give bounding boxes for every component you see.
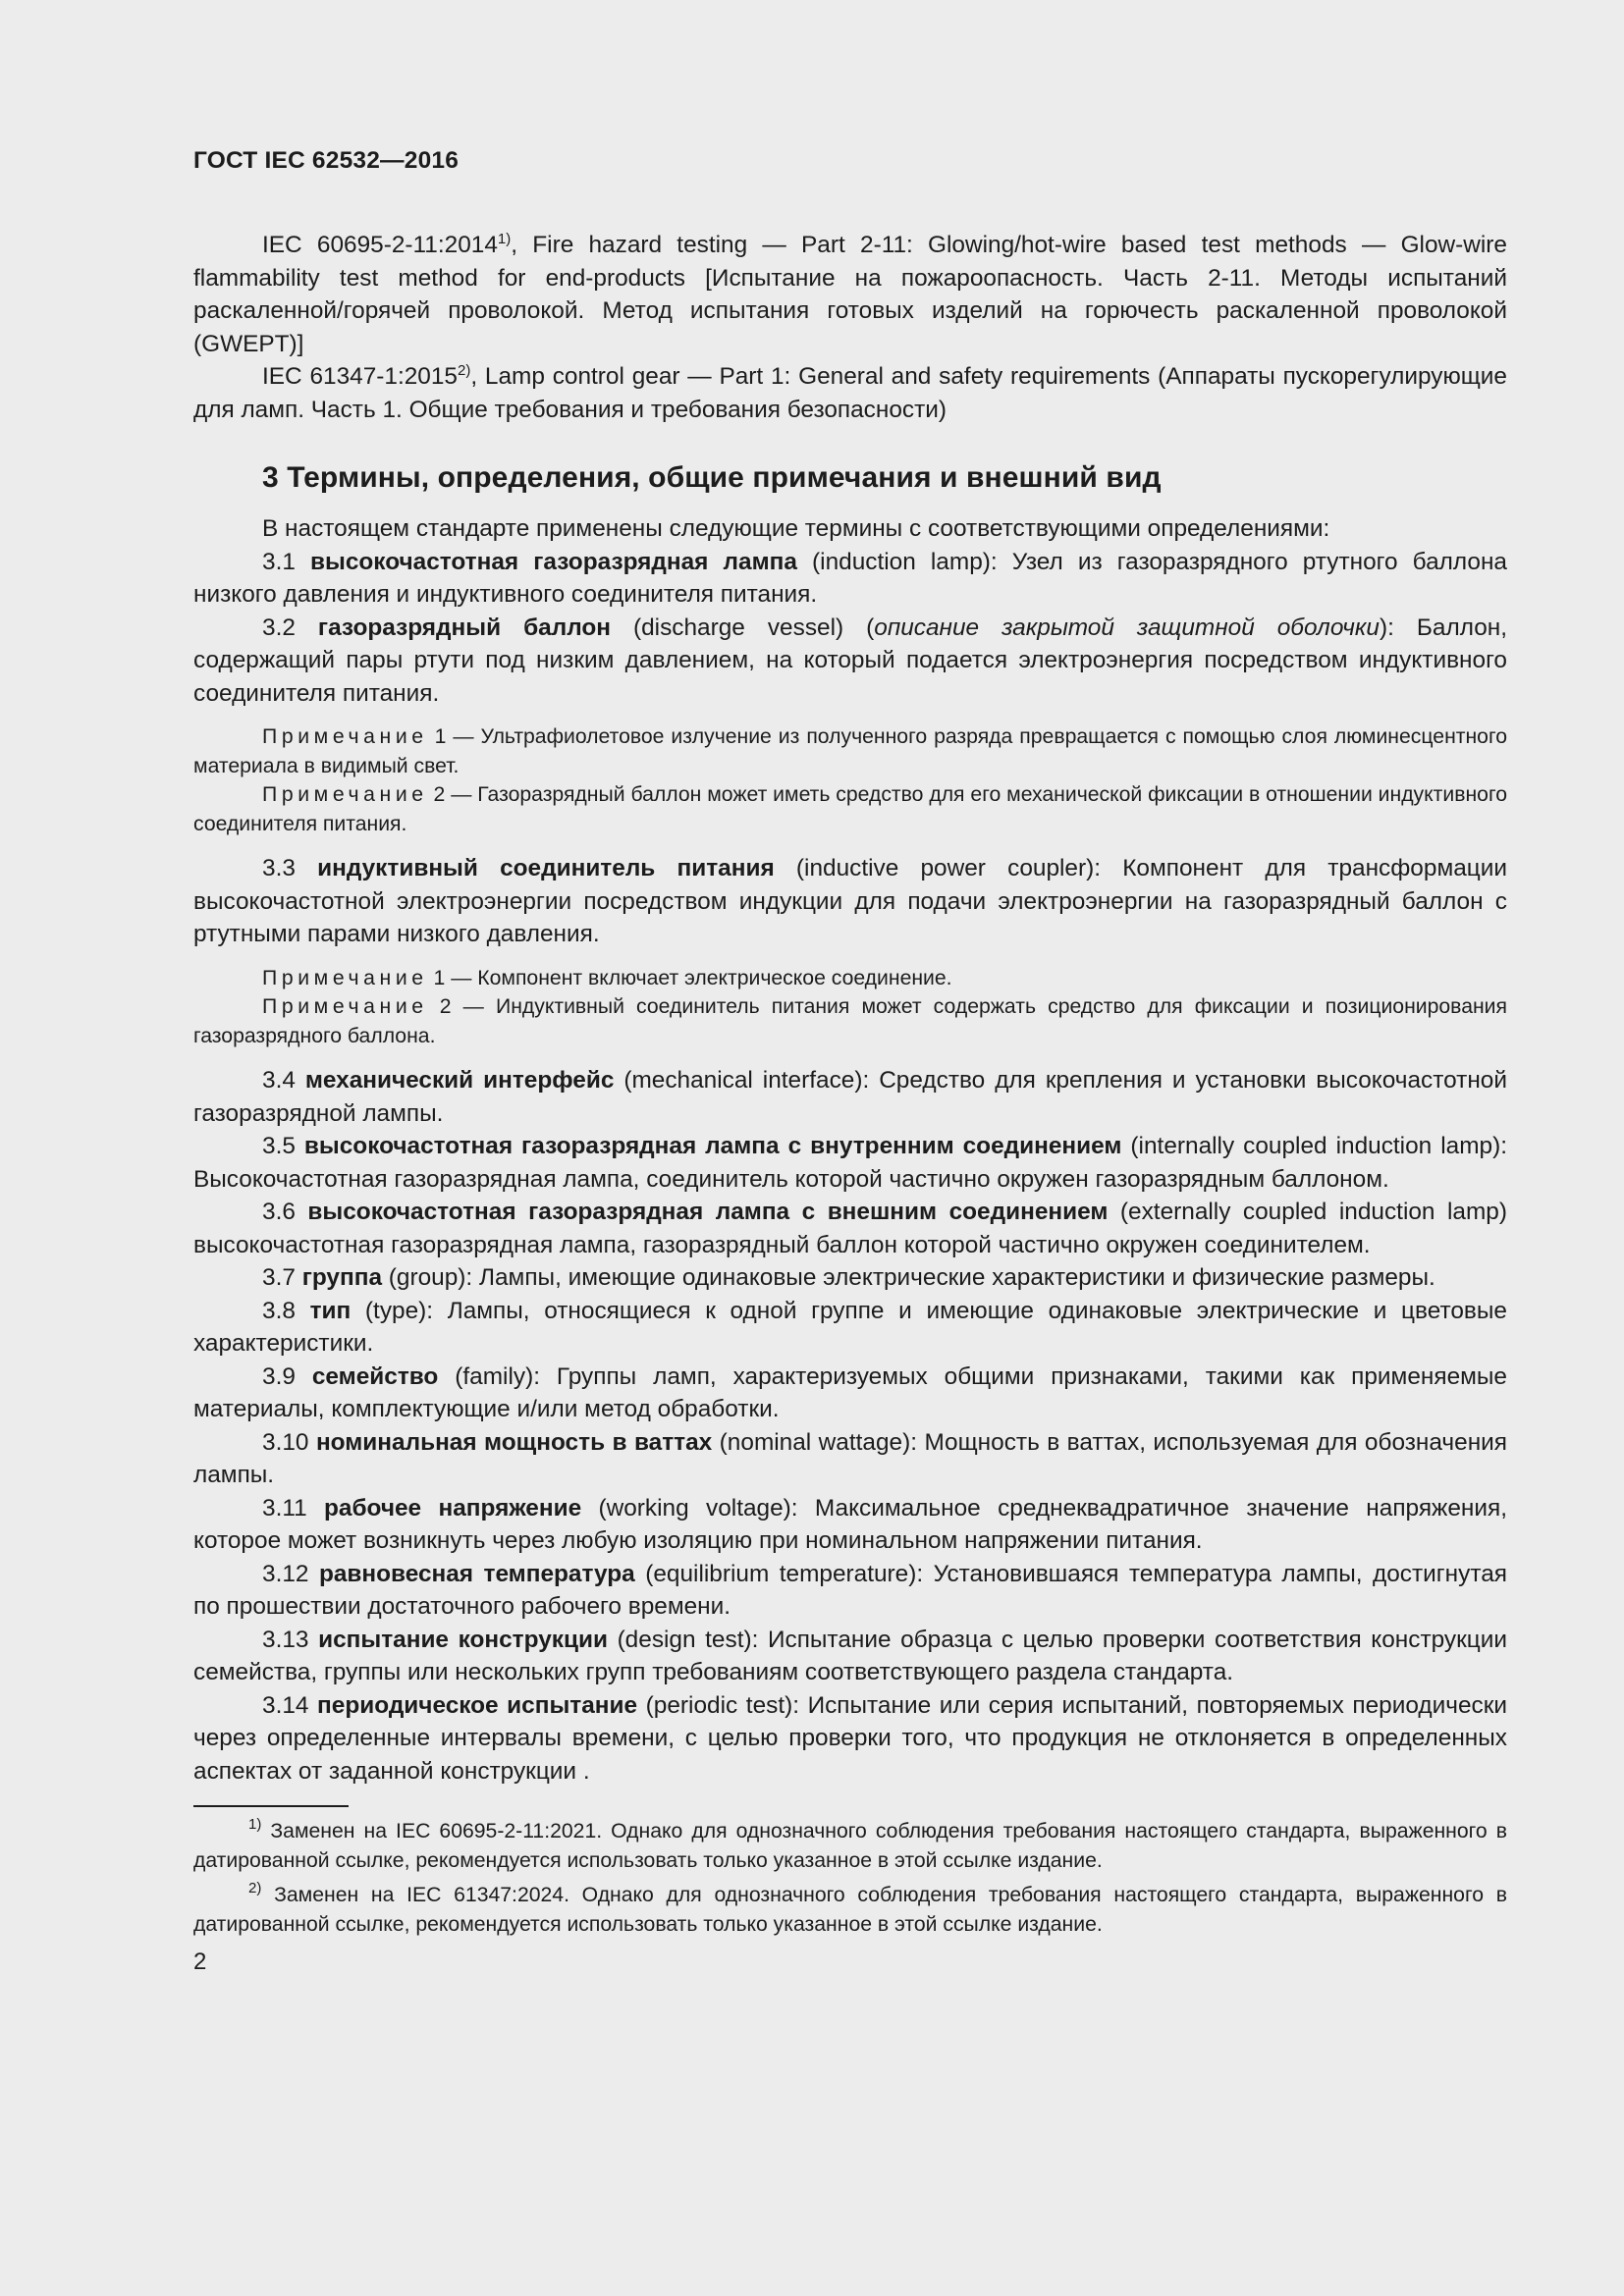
term-name: индуктивный соединитель питания xyxy=(317,855,775,881)
footnote-mark[interactable]: 1) xyxy=(497,231,512,247)
term-name: номинальная мощность в ваттах xyxy=(315,1428,713,1456)
term-definition xyxy=(193,1196,1507,1261)
note-text: 1 — Ультрафиолетовое излучение из полученного разряда превращается с помощью слоя люминесцентного материала в видимый свет. xyxy=(193,725,1507,777)
term-number: 3.10 xyxy=(262,1428,316,1456)
term-number: 3.2 xyxy=(262,614,318,641)
term-name: семейство xyxy=(311,1362,439,1390)
term-name: газоразрядный баллон xyxy=(317,614,611,641)
note-label: Примечание xyxy=(262,783,428,806)
note-text: 2 — Индуктивный соединитель питания может содержать средство для фиксации и позиционирования газоразрядного баллона. xyxy=(193,995,1507,1047)
document-header: ГОСТ IEC 62532—2016 xyxy=(193,147,460,174)
footnote xyxy=(193,1817,1507,1875)
term-number: 3.13 xyxy=(262,1626,319,1653)
term-definition xyxy=(193,1064,1507,1130)
term-text: (inductive power coupler): Компонент для трансформации высокочастотной электроэнергии посредством индукции для подачи электроэнергии на газоразрядный баллон с ртутными парами низкого давления. xyxy=(193,855,1507,947)
term-number: 3.5 xyxy=(262,1133,304,1159)
footnote-mark: 2) xyxy=(248,1880,262,1896)
note-text: 2 — Газоразрядный баллон может иметь средство для его механической фиксации в отношении индуктивного соединителя питания. xyxy=(193,783,1507,835)
term-definition xyxy=(193,612,1507,711)
reference-text: , Fire hazard testing — Part 2-11: Glowing/hot-wire based test methods — Glow-wire flammability test method for end-products [Испытание на пожароопасность. Часть 2-11. Методы испытаний раскаленной/горячей проволокой. Метод испытания готовых изделий на горючесть раскаленной проволокой (GWEPT)] xyxy=(193,232,1507,357)
term-definition xyxy=(193,1361,1507,1426)
term-text: (mechanical interface): Средство для крепления и установки высокочастотной газоразрядной лампы. xyxy=(193,1067,1507,1127)
term-definition xyxy=(193,1261,1507,1295)
term-name: равновесная температура xyxy=(318,1560,635,1587)
term-definition xyxy=(193,1558,1507,1624)
term-text: (working voltage): Максимальное среднеквадратичное значение напряжения, которое может возникнуть через любую изоляцию при номинальном напряжении питания. xyxy=(193,1494,1507,1554)
term-text: (family): Группы ламп, характеризуемых общими признаками, такими как применяемые материалы, комплектующие и/или метод обработки. xyxy=(193,1362,1507,1422)
term-name: группа xyxy=(301,1264,383,1291)
term-name: высокочастотная газоразрядная лампа xyxy=(310,548,797,575)
note xyxy=(193,780,1507,838)
term-definition xyxy=(193,1624,1507,1689)
term-definition xyxy=(193,546,1507,612)
note xyxy=(193,964,1507,993)
section-title: 3 Термины, определения, общие примечания и внешний вид xyxy=(262,461,1162,494)
note xyxy=(193,722,1507,780)
term-text: (externally coupled induction lamp) высокочастотная газоразрядная лампа, газоразрядный баллон которой частично окружен соединителем. xyxy=(193,1199,1507,1258)
term-text: (design test): Испытание образца с целью проверки соответствия конструкции семейства, группы или нескольких групп требованиям соответствующего раздела стандарта. xyxy=(193,1626,1508,1685)
term-text: (group): Лампы, имеющие одинаковые электрические характеристики и физические размеры. xyxy=(382,1264,1435,1291)
notes-block xyxy=(193,964,1507,1051)
term-name: испытание конструкции xyxy=(318,1626,608,1653)
reference-code: IEC 61347-1:2015 xyxy=(262,363,458,390)
term-name: высокочастотная газоразрядная лампа с внутренним соединением xyxy=(303,1133,1122,1159)
term-text: (nominal wattage): Мощность в ваттах, используемая для обозначения лампы. xyxy=(193,1428,1508,1488)
document-page xyxy=(193,147,1507,1976)
notes-block xyxy=(193,722,1507,838)
term-number: 3.8 xyxy=(262,1297,310,1324)
footnote-mark[interactable]: 2) xyxy=(458,362,471,379)
term-number: 3.4 xyxy=(262,1067,305,1094)
note-text: 1 — Компонент включает электрическое соединение. xyxy=(427,966,952,989)
reference-item xyxy=(193,360,1507,426)
reference-code: IEC 60695-2-11:2014 xyxy=(262,232,498,258)
term-number: 3.12 xyxy=(262,1560,319,1587)
term-definition xyxy=(193,1426,1507,1492)
note xyxy=(193,992,1507,1050)
term-text: (type): Лампы, относящиеся к одной группе и имеющие одинаковые электрические и цветовые характеристики. xyxy=(193,1297,1507,1357)
footnote-text: Заменен на IEC 61347:2024. Однако для однозначного соблюдения требования настоящего стандарта, выраженного в датированной ссылке, рекомендуется использовать только указанное в этой ссылке издание. xyxy=(193,1884,1507,1936)
term-name: высокочастотная газоразрядная лампа с внешним соединением xyxy=(307,1199,1109,1225)
term-name: рабочее напряжение xyxy=(324,1494,582,1522)
note-label: Примечание xyxy=(262,966,428,989)
term-definition xyxy=(193,852,1507,951)
footnote-mark: 1) xyxy=(248,1816,262,1833)
section-intro: В настоящем стандарте применены следующие термины с соответствующими определениями: xyxy=(262,515,1330,542)
term-name: периодическое испытание xyxy=(317,1691,638,1719)
term-name: механический интерфейс xyxy=(304,1067,615,1094)
term-number: 3.14 xyxy=(262,1691,318,1719)
term-definition xyxy=(193,1130,1507,1196)
term-text: (induction lamp): Узел из газоразрядного ртутного баллона низкого давления и индуктивного соединителя питания. xyxy=(193,548,1507,608)
reference-text: , Lamp control gear — Part 1: General and safety requirements (Аппараты пускорегулирующие для ламп. Часть 1. Общие требования и требования безопасности) xyxy=(193,363,1508,423)
footnote xyxy=(193,1881,1507,1939)
footnote-divider xyxy=(193,1805,349,1807)
term-italic-note: описание закрытой защитной оболочки xyxy=(874,614,1380,641)
term-number: 3.6 xyxy=(262,1199,308,1225)
term-text: ): Баллон, содержащий пары ртути под низким давлением, на который подается электроэнергия посредством индуктивного соединителя питания. xyxy=(193,614,1508,707)
note-label: Примечание xyxy=(262,995,428,1018)
term-text: (discharge vessel) ( xyxy=(611,614,875,641)
reference-item xyxy=(193,229,1507,360)
term-definition xyxy=(193,1689,1507,1789)
term-text: (internally coupled induction lamp): Высокочастотная газоразрядная лампа, соединитель которой частично окружен газоразрядным баллоном. xyxy=(193,1133,1507,1193)
term-text: (equilibrium temperature): Установившаяся температура лампы, достигнутая по прошествии достаточного рабочего времени. xyxy=(193,1560,1507,1620)
term-name: тип xyxy=(309,1297,352,1324)
term-definition xyxy=(193,1492,1507,1558)
page-number: 2 xyxy=(193,1949,207,1975)
term-number: 3.7 xyxy=(262,1264,302,1291)
term-number: 3.3 xyxy=(262,855,318,881)
footnote-text: Заменен на IEC 60695-2-11:2021. Однако для однозначного соблюдения требования настоящего стандарта, выраженного в датированной ссылке, рекомендуется использовать только указанное в этой ссылке издание. xyxy=(193,1820,1507,1872)
term-number: 3.1 xyxy=(262,548,311,575)
term-definition xyxy=(193,1295,1507,1361)
term-number: 3.9 xyxy=(262,1362,312,1390)
term-text: (periodic test): Испытание или серия испытаний, повторяемых периодически через определенные интервалы времени, с целью проверки того, что продукция не отклоняется в определенных аспектах от заданной конструкции . xyxy=(193,1691,1507,1785)
note-label: Примечание xyxy=(262,725,428,748)
term-number: 3.11 xyxy=(262,1494,325,1522)
